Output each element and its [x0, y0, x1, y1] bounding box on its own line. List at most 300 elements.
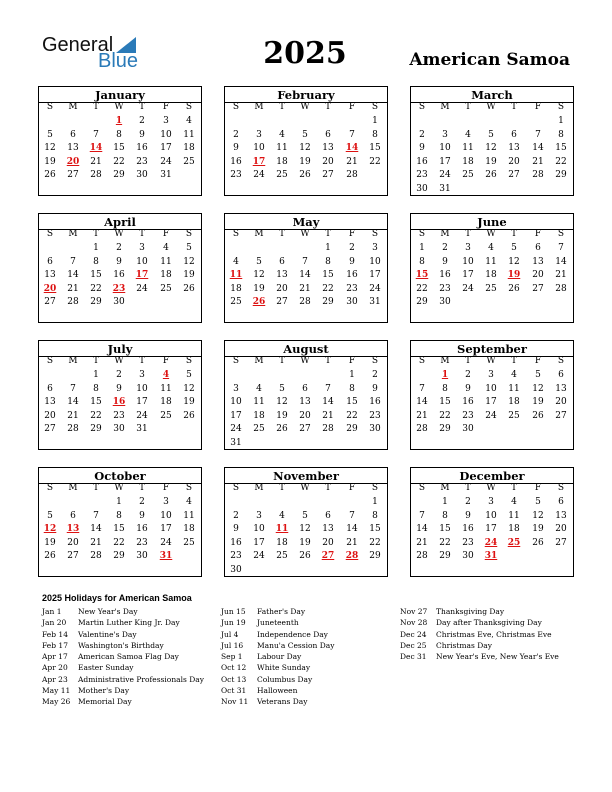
day-cell: 22	[439, 410, 451, 421]
day-cell: 25	[276, 170, 288, 181]
month-july	[38, 340, 202, 450]
day-cell: 15	[346, 397, 358, 408]
day-cell: 27	[276, 297, 288, 308]
holiday-date: Apr 23	[42, 674, 68, 684]
day-cell: 4	[511, 497, 517, 507]
day-cell: 19	[532, 524, 544, 535]
day-cell: 14	[322, 397, 334, 408]
day-cell: 22	[113, 537, 125, 548]
day-cell: 22	[439, 537, 451, 548]
day-cell: 24	[160, 537, 172, 548]
day-cell: 20	[299, 410, 311, 421]
day-cell: 13	[44, 270, 56, 281]
holiday-name: Halloween	[257, 686, 298, 696]
month-february	[224, 86, 388, 196]
weekday-label: S	[371, 483, 379, 493]
day-cell: 12	[299, 143, 311, 154]
day-cell: 27	[555, 537, 567, 548]
holiday-day-cell: 1	[441, 370, 449, 380]
day-cell: 29	[369, 551, 381, 562]
weekday-label: T	[510, 483, 517, 493]
day-cell: 22	[90, 410, 102, 421]
weekday-label: S	[46, 102, 54, 112]
weekday-label: W	[486, 229, 496, 239]
day-cell: 5	[535, 497, 541, 507]
weekday-label: S	[371, 102, 379, 112]
weekday-label: T	[138, 102, 145, 112]
day-cell: 7	[349, 510, 355, 521]
month-september	[410, 340, 574, 450]
holiday-date: Jan 20	[42, 618, 67, 628]
day-cell: 31	[136, 424, 148, 435]
day-cell: 3	[256, 129, 262, 140]
month-may	[224, 213, 388, 323]
day-cell: 9	[139, 510, 145, 521]
day-cell: 29	[90, 424, 102, 435]
day-cell: 23	[346, 283, 358, 294]
holiday-date: Sep 1	[221, 652, 243, 662]
weekday-label: S	[371, 229, 379, 239]
day-cell: 10	[485, 510, 497, 521]
day-cell: 14	[416, 397, 428, 408]
holiday-name: Easter Sunday	[78, 663, 134, 673]
day-cell: 7	[535, 129, 541, 140]
day-cell: 21	[346, 537, 358, 548]
day-cell: 28	[90, 551, 102, 562]
day-cell: 23	[462, 410, 474, 421]
day-cell: 7	[325, 383, 331, 394]
day-cell: 6	[511, 129, 517, 140]
weekday-label: F	[348, 229, 356, 239]
holiday-name: Thanksgiving Day	[436, 607, 505, 616]
day-cell: 19	[183, 397, 195, 408]
day-cell: 19	[485, 156, 497, 167]
weekday-label: S	[46, 483, 54, 493]
day-cell: 17	[369, 270, 381, 281]
day-cell: 20	[322, 156, 334, 167]
day-cell: 25	[253, 424, 265, 435]
day-cell: 26	[183, 410, 195, 421]
holiday-name: Columbus Day	[257, 674, 313, 684]
day-cell: 16	[113, 270, 125, 281]
month-december	[410, 467, 574, 577]
day-cell: 16	[230, 156, 242, 167]
day-cell: 17	[253, 537, 265, 548]
holiday-date: Oct 13	[221, 674, 247, 684]
day-cell: 13	[276, 270, 288, 281]
day-cell: 10	[369, 256, 381, 267]
day-cell: 30	[416, 184, 428, 194]
weekday-label: S	[418, 229, 426, 239]
day-cell: 9	[419, 143, 425, 154]
day-cell: 27	[299, 424, 311, 435]
day-cell: 3	[256, 510, 262, 521]
day-cell: 23	[136, 537, 148, 548]
day-cell: 7	[419, 383, 425, 394]
weekday-label: T	[464, 483, 471, 493]
day-cell: 18	[183, 143, 195, 154]
holiday-date: Apr 20	[42, 663, 68, 673]
month-name: February	[277, 88, 335, 102]
weekday-label: S	[418, 483, 426, 493]
weekday-label: F	[534, 229, 542, 239]
day-cell: 21	[346, 156, 358, 167]
day-cell: 1	[349, 370, 355, 380]
holidays-title: 2025 Holidays for American Samoa	[42, 593, 192, 603]
weekday-label: S	[557, 229, 565, 239]
day-cell: 28	[555, 283, 567, 294]
weekday-label: W	[486, 356, 496, 366]
day-cell: 15	[369, 143, 381, 154]
day-cell: 2	[349, 243, 355, 253]
weekday-label: S	[185, 229, 193, 239]
day-cell: 17	[485, 524, 497, 535]
day-cell: 16	[462, 397, 474, 408]
day-cell: 30	[462, 551, 474, 562]
weekday-label: S	[418, 102, 426, 112]
holiday-day-cell: 23	[112, 283, 126, 294]
holiday-day-cell: 11	[229, 270, 243, 281]
holiday-day-cell: 31	[484, 551, 498, 562]
holiday-day-cell: 1	[115, 116, 123, 126]
day-cell: 26	[299, 551, 311, 562]
day-cell: 5	[186, 370, 192, 380]
day-cell: 24	[136, 410, 148, 421]
weekday-label: M	[440, 229, 450, 239]
day-cell: 9	[349, 256, 355, 267]
day-cell: 24	[253, 170, 265, 181]
weekday-label: T	[138, 483, 145, 493]
day-cell: 20	[532, 270, 544, 281]
weekday-label: T	[324, 229, 331, 239]
day-cell: 23	[113, 410, 125, 421]
day-cell: 18	[485, 270, 497, 281]
day-cell: 9	[139, 129, 145, 140]
day-cell: 27	[555, 410, 567, 421]
day-cell: 2	[233, 129, 239, 140]
day-cell: 3	[163, 497, 169, 507]
holiday-day-cell: 26	[252, 297, 266, 308]
day-cell: 19	[44, 156, 56, 167]
day-cell: 16	[439, 270, 451, 281]
day-cell: 13	[508, 143, 520, 154]
day-cell: 9	[233, 143, 239, 154]
day-cell: 4	[186, 116, 192, 126]
day-cell: 20	[276, 283, 288, 294]
month-name: June	[477, 215, 507, 229]
day-cell: 2	[139, 497, 145, 507]
day-cell: 25	[508, 410, 520, 421]
weekday-label: S	[557, 483, 565, 493]
weekday-label: W	[486, 483, 496, 493]
month-march	[410, 86, 574, 196]
weekday-label: S	[46, 356, 54, 366]
day-cell: 7	[93, 510, 99, 521]
day-cell: 14	[67, 397, 79, 408]
holiday-date: Feb 17	[42, 640, 68, 650]
day-cell: 22	[322, 283, 334, 294]
holiday-day-cell: 14	[89, 143, 103, 154]
day-cell: 17	[485, 397, 497, 408]
day-cell: 11	[276, 143, 288, 154]
day-cell: 28	[346, 170, 358, 181]
day-cell: 6	[70, 129, 76, 140]
day-cell: 22	[113, 156, 125, 167]
day-cell: 31	[230, 438, 242, 448]
day-cell: 7	[70, 383, 76, 394]
day-cell: 1	[93, 243, 99, 253]
holiday-date: Dec 24	[400, 629, 427, 639]
month-november	[224, 467, 388, 577]
day-cell: 10	[230, 397, 242, 408]
day-cell: 26	[485, 170, 497, 181]
day-cell: 25	[485, 283, 497, 294]
day-cell: 5	[511, 243, 517, 253]
day-cell: 19	[299, 537, 311, 548]
day-cell: 31	[369, 297, 381, 308]
day-cell: 21	[532, 156, 544, 167]
day-cell: 18	[160, 397, 172, 408]
day-cell: 3	[465, 243, 471, 253]
day-cell: 2	[419, 129, 425, 140]
day-cell: 6	[47, 256, 53, 267]
day-cell: 5	[47, 510, 53, 521]
logo	[42, 34, 142, 72]
day-cell: 1	[419, 243, 425, 253]
day-cell: 8	[442, 510, 448, 521]
weekday-label: T	[278, 102, 285, 112]
month-name: March	[471, 88, 513, 102]
day-cell: 27	[67, 170, 79, 181]
day-cell: 14	[299, 270, 311, 281]
holiday-date: Feb 14	[42, 629, 68, 639]
day-cell: 3	[488, 370, 494, 380]
day-cell: 10	[136, 256, 148, 267]
day-cell: 30	[439, 297, 451, 308]
day-cell: 21	[416, 537, 428, 548]
day-cell: 3	[372, 243, 378, 253]
day-cell: 14	[555, 256, 567, 267]
holiday-name: Father's Day	[257, 607, 306, 616]
day-cell: 10	[462, 256, 474, 267]
weekday-label: S	[185, 102, 193, 112]
day-cell: 3	[163, 116, 169, 126]
day-cell: 14	[67, 270, 79, 281]
weekday-label: S	[557, 102, 565, 112]
holiday-name: Christmas Day	[436, 640, 492, 650]
day-cell: 18	[462, 156, 474, 167]
day-cell: 13	[44, 397, 56, 408]
weekday-label: W	[114, 229, 124, 239]
day-cell: 6	[325, 129, 331, 140]
day-cell: 21	[299, 283, 311, 294]
day-cell: 15	[113, 524, 125, 535]
day-cell: 23	[230, 170, 242, 181]
day-cell: 13	[322, 524, 334, 535]
day-cell: 5	[186, 243, 192, 253]
day-cell: 20	[555, 524, 567, 535]
holiday-name: Administrative Professionals Day	[78, 674, 204, 684]
holiday-day-cell: 31	[159, 551, 173, 562]
day-cell: 21	[67, 410, 79, 421]
day-cell: 2	[442, 243, 448, 253]
day-cell: 23	[462, 537, 474, 548]
day-cell: 24	[136, 283, 148, 294]
month-name: September	[457, 342, 527, 356]
month-name: November	[273, 469, 339, 483]
holiday-day-cell: 25	[507, 537, 521, 548]
logo-text-blue: Blue	[98, 50, 139, 72]
weekday-label: S	[232, 356, 240, 366]
day-cell: 15	[90, 270, 102, 281]
day-cell: 2	[372, 370, 378, 380]
day-cell: 9	[465, 510, 471, 521]
holiday-date: Nov 27	[400, 607, 428, 616]
day-cell: 8	[93, 256, 99, 267]
day-cell: 6	[558, 370, 564, 380]
day-cell: 10	[160, 510, 172, 521]
day-cell: 16	[230, 537, 242, 548]
day-cell: 28	[416, 424, 428, 435]
weekday-label: M	[254, 356, 264, 366]
day-cell: 13	[555, 383, 567, 394]
holiday-name: Washington's Birthday	[78, 640, 164, 650]
holiday-day-cell: 20	[66, 156, 80, 167]
day-cell: 11	[485, 256, 497, 267]
day-cell: 1	[93, 370, 99, 380]
day-cell: 21	[90, 537, 102, 548]
day-cell: 15	[113, 143, 125, 154]
day-cell: 27	[67, 551, 79, 562]
day-cell: 18	[230, 283, 242, 294]
weekday-label: S	[418, 356, 426, 366]
day-cell: 14	[346, 524, 358, 535]
day-cell: 15	[555, 143, 567, 154]
day-cell: 15	[369, 524, 381, 535]
weekday-label: F	[348, 102, 356, 112]
month-june	[410, 213, 574, 323]
day-cell: 6	[302, 383, 308, 394]
day-cell: 2	[116, 370, 122, 380]
day-cell: 24	[439, 170, 451, 181]
day-cell: 29	[322, 297, 334, 308]
holiday-name: Martin Luther King Jr. Day	[78, 618, 180, 628]
weekday-label: F	[534, 483, 542, 493]
day-cell: 28	[67, 424, 79, 435]
month-name: April	[104, 215, 136, 229]
day-cell: 24	[230, 424, 242, 435]
day-cell: 1	[325, 243, 331, 253]
day-cell: 10	[253, 524, 265, 535]
weekday-label: S	[232, 483, 240, 493]
logo-text-general: General	[42, 34, 114, 56]
weekday-label: W	[114, 356, 124, 366]
day-cell: 5	[279, 383, 285, 394]
day-cell: 24	[160, 156, 172, 167]
day-cell: 28	[90, 170, 102, 181]
weekday-label: F	[162, 102, 170, 112]
day-cell: 19	[44, 537, 56, 548]
weekday-label: T	[324, 483, 331, 493]
day-cell: 29	[416, 297, 428, 308]
day-cell: 3	[233, 383, 239, 394]
day-cell: 8	[116, 129, 122, 140]
holiday-day-cell: 17	[135, 270, 149, 281]
day-cell: 2	[139, 116, 145, 126]
day-cell: 23	[439, 283, 451, 294]
day-cell: 16	[369, 397, 381, 408]
day-cell: 22	[90, 283, 102, 294]
day-cell: 18	[160, 270, 172, 281]
day-cell: 28	[322, 424, 334, 435]
weekday-label: T	[278, 483, 285, 493]
weekday-label: F	[534, 356, 542, 366]
day-cell: 3	[488, 497, 494, 507]
day-cell: 20	[555, 397, 567, 408]
day-cell: 29	[439, 551, 451, 562]
holiday-date: Oct 12	[221, 663, 247, 673]
holiday-date: Jul 16	[221, 640, 244, 650]
holiday-day-cell: 17	[252, 156, 266, 167]
day-cell: 8	[372, 510, 378, 521]
day-cell: 9	[116, 256, 122, 267]
weekday-label: F	[162, 356, 170, 366]
weekday-label: M	[68, 102, 78, 112]
day-cell: 12	[532, 383, 544, 394]
weekday-label: F	[348, 356, 356, 366]
day-cell: 14	[532, 143, 544, 154]
day-cell: 24	[369, 283, 381, 294]
holiday-date: Dec 31	[400, 652, 427, 662]
holiday-date: May 11	[42, 686, 71, 696]
holiday-day-cell: 28	[345, 551, 359, 562]
day-cell: 21	[90, 156, 102, 167]
day-cell: 27	[44, 297, 56, 308]
holiday-name: Mother's Day	[78, 686, 130, 696]
weekday-label: M	[68, 483, 78, 493]
weekday-label: T	[278, 229, 285, 239]
holiday-name: Independence Day	[257, 629, 328, 639]
month-january	[38, 86, 202, 196]
weekday-label: S	[46, 229, 54, 239]
day-cell: 24	[253, 551, 265, 562]
day-cell: 29	[439, 424, 451, 435]
day-cell: 6	[558, 497, 564, 507]
weekday-label: F	[534, 102, 542, 112]
day-cell: 29	[113, 170, 125, 181]
day-cell: 30	[462, 424, 474, 435]
day-cell: 16	[416, 156, 428, 167]
day-cell: 6	[47, 383, 53, 394]
day-cell: 30	[113, 424, 125, 435]
day-cell: 11	[183, 510, 195, 521]
day-cell: 29	[113, 551, 125, 562]
holiday-name: New Year's Eve, New Year's Eve	[436, 652, 559, 662]
weekday-label: T	[278, 356, 285, 366]
weekday-label: T	[92, 229, 99, 239]
day-cell: 27	[508, 170, 520, 181]
day-cell: 15	[439, 397, 451, 408]
holiday-name: Day after Thanksgiving Day	[436, 618, 542, 628]
day-cell: 5	[302, 510, 308, 521]
day-cell: 21	[322, 410, 334, 421]
holiday-day-cell: 15	[415, 270, 429, 281]
day-cell: 10	[439, 143, 451, 154]
holiday-name: American Samoa Flag Day	[78, 652, 179, 662]
month-name: October	[94, 469, 146, 483]
weekday-label: W	[300, 483, 310, 493]
holiday-name: Labour Day	[257, 652, 302, 662]
